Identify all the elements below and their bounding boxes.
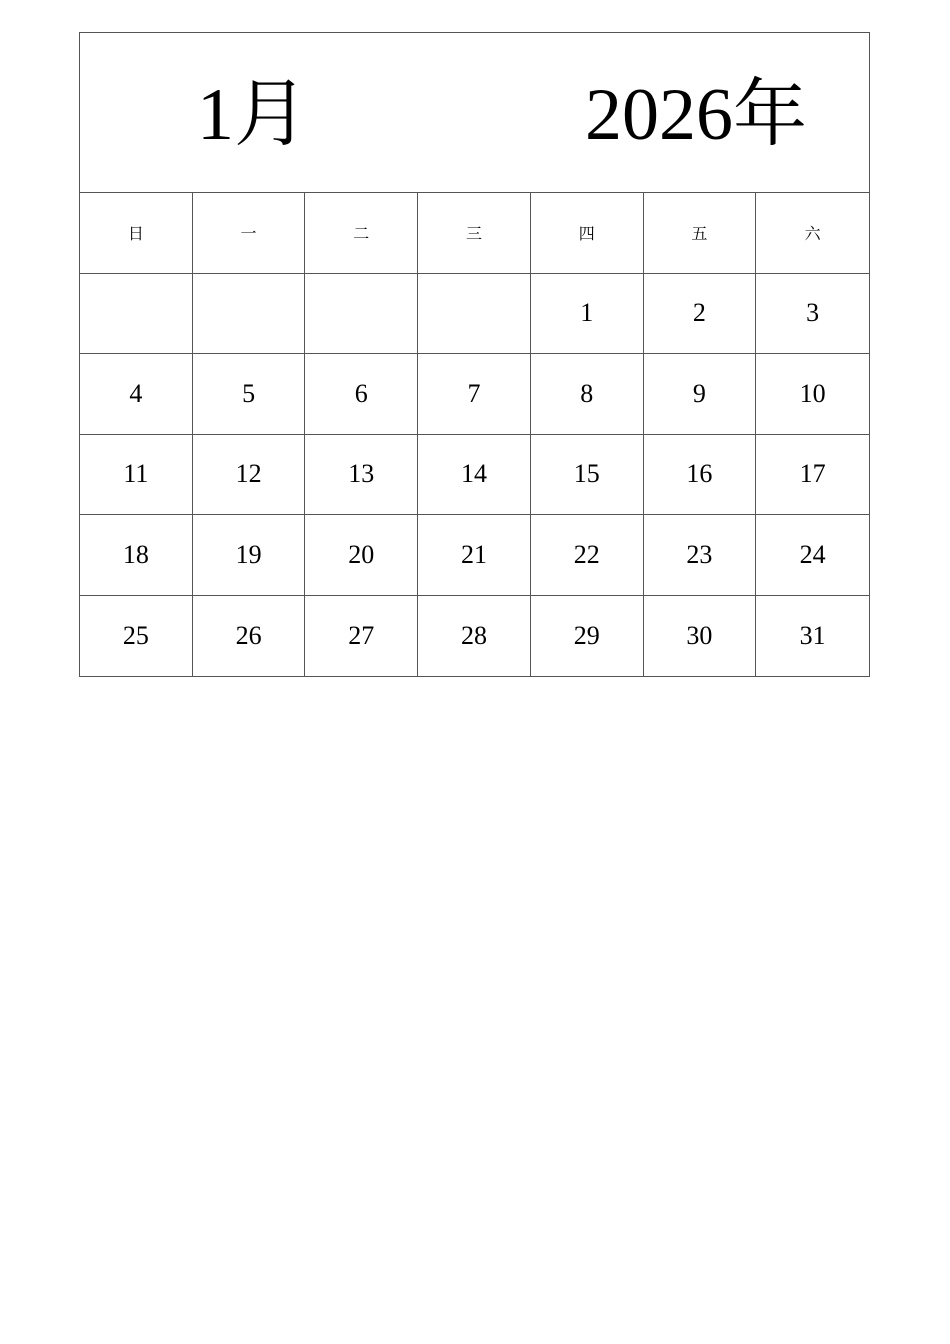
day-cell: 19 xyxy=(193,515,306,596)
day-cell: 3 xyxy=(756,274,869,355)
day-cell-empty xyxy=(418,274,531,355)
day-cell: 29 xyxy=(531,596,644,677)
calendar xyxy=(79,32,870,677)
day-cell: 1 xyxy=(531,274,644,355)
day-cell: 24 xyxy=(756,515,869,596)
day-cell: 18 xyxy=(80,515,193,596)
day-cell: 21 xyxy=(418,515,531,596)
day-cell: 14 xyxy=(418,435,531,516)
day-cell: 8 xyxy=(531,354,644,435)
month-title: 1月 xyxy=(197,74,308,156)
weekday-sun: 日 xyxy=(80,193,193,274)
day-cell: 31 xyxy=(799,620,826,650)
day-cell: 5 xyxy=(193,354,306,435)
year-title: 2026年 xyxy=(585,74,807,156)
weekday-fri: 五 xyxy=(644,193,757,274)
day-cell: 16 xyxy=(644,435,757,516)
weekday-row xyxy=(80,193,869,274)
day-cell: 28 xyxy=(418,596,531,677)
day-cell: 7 xyxy=(418,354,531,435)
day-cell: 9 xyxy=(644,354,757,435)
day-cell: 10 xyxy=(756,354,869,435)
weekday-mon: 一 xyxy=(193,193,306,274)
day-cell: 23 xyxy=(644,515,757,596)
week-row-5 xyxy=(80,596,869,677)
day-cell: 11 xyxy=(80,435,193,516)
day-cell: 15 xyxy=(531,435,644,516)
day-cell: 25 xyxy=(80,596,193,677)
day-cell: 4 xyxy=(80,354,193,435)
day-cell: 13 xyxy=(305,435,418,516)
day-cell: 26 xyxy=(193,596,306,677)
day-cell: 17 xyxy=(756,435,869,516)
weekday-wed: 三 xyxy=(418,193,531,274)
week-row-4 xyxy=(80,515,869,596)
day-cell: 20 xyxy=(305,515,418,596)
day-cell: 30 xyxy=(644,596,757,677)
day-cell-empty xyxy=(193,274,306,355)
week-row-2 xyxy=(80,354,869,435)
day-cell: 6 xyxy=(305,354,418,435)
week-row-1 xyxy=(80,274,869,355)
weekday-sat: 六 xyxy=(756,193,869,274)
day-cell: 12 xyxy=(193,435,306,516)
weekday-thu: 四 xyxy=(531,193,644,274)
day-cell: 2 xyxy=(644,274,757,355)
day-cell-empty xyxy=(305,274,418,355)
weekday-tue: 二 xyxy=(305,193,418,274)
week-row-3 xyxy=(80,435,869,516)
day-cell: 27 xyxy=(305,596,418,677)
day-cell-empty xyxy=(80,274,193,355)
day-cell: 22 xyxy=(531,515,644,596)
calendar-header xyxy=(80,33,869,193)
